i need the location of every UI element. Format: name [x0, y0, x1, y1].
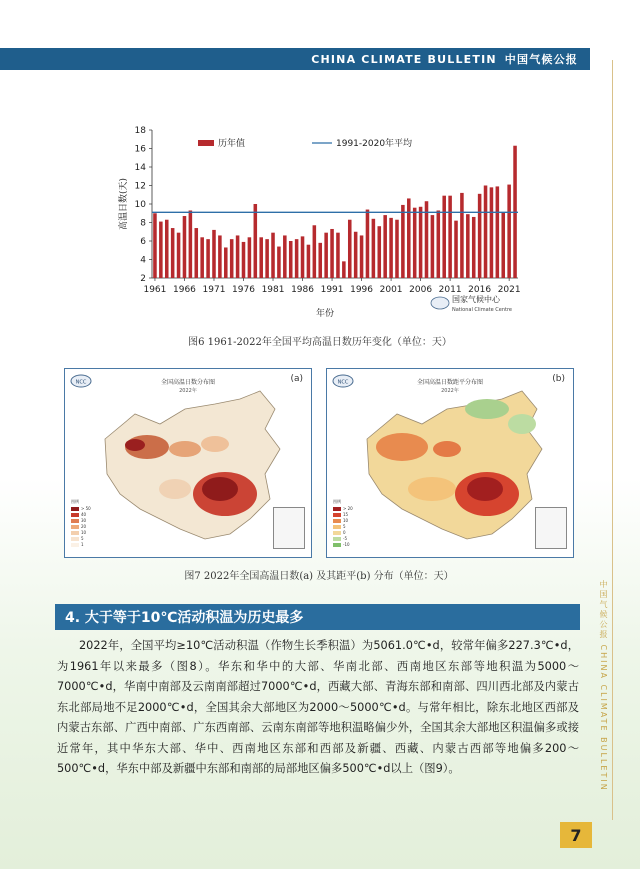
bar [318, 243, 322, 278]
bar [301, 236, 305, 278]
bar [283, 235, 287, 278]
legend-label: > 20 [343, 506, 353, 511]
bar [189, 210, 193, 278]
map-a-year: 2022年 [179, 388, 197, 394]
bar [277, 247, 281, 278]
header-title-en: CHINA CLIMATE BULLETIN [311, 52, 497, 66]
map-a-inset [273, 507, 305, 549]
map-a-legend [71, 499, 105, 549]
bar [218, 235, 222, 278]
legend-row [333, 542, 367, 547]
fig7-caption: 图7 2022年全国高温日数(a) 及其距平(b) 分布（单位：天） [184, 571, 454, 582]
legend-label: 20 [81, 524, 87, 529]
bar [366, 210, 370, 278]
legend-swatch-bars [198, 140, 214, 146]
bar [472, 217, 476, 278]
bar [307, 245, 311, 278]
bar [230, 239, 234, 278]
bar [448, 196, 452, 278]
legend-row [71, 518, 105, 523]
bar [165, 220, 169, 278]
bar [206, 239, 210, 278]
x-tick-label: 2001 [379, 285, 403, 295]
bar [496, 186, 500, 278]
y-tick-label: 14 [134, 163, 146, 173]
bar [507, 185, 511, 278]
x-tick-label: 2006 [409, 285, 433, 295]
side-vertical-title: 中国气候公报 CHINA CLIMATE BULLETIN [599, 580, 608, 792]
bar [407, 198, 411, 278]
bar [383, 215, 387, 278]
bar [200, 237, 204, 278]
legend-row [333, 530, 367, 535]
map-b-title: 全国高温日数距平分布图 [416, 379, 483, 386]
bar [478, 194, 482, 278]
bar [501, 212, 505, 278]
bar [348, 220, 352, 278]
bar [177, 233, 181, 278]
legend-label-bars: 历年值 [218, 139, 246, 149]
bar [442, 196, 446, 278]
bar [454, 221, 458, 278]
legend-row [71, 524, 105, 529]
x-tick-label: 2011 [438, 285, 462, 295]
legend-label: 0 [343, 530, 346, 535]
bar [153, 213, 157, 278]
legend-label-mean: 1991-2020年平均 [336, 139, 413, 149]
y-tick-label: 10 [134, 200, 146, 210]
bar [342, 261, 346, 278]
bar [490, 187, 494, 278]
y-tick-label: 2 [140, 274, 146, 284]
bar [195, 228, 199, 278]
legend-label: 30 [81, 518, 87, 523]
bar [259, 237, 263, 278]
y-tick-label: 16 [134, 144, 146, 155]
legend-label: 40 [81, 512, 87, 517]
ncc-logo-icon [431, 297, 449, 309]
bar [324, 233, 328, 278]
legend-label: -5 [343, 536, 347, 541]
legend-row [333, 512, 367, 517]
legend-row [71, 506, 105, 511]
legend-label: > 50 [81, 506, 91, 511]
bar [401, 205, 405, 278]
bar [295, 239, 299, 278]
bar [431, 215, 435, 278]
legend-label: 1 [81, 542, 84, 547]
bar [354, 232, 358, 278]
bar [466, 214, 470, 278]
y-tick-label: 6 [140, 237, 146, 247]
header-bar [0, 48, 590, 70]
section-paragraph: 2022年，全国平均≥10℃活动积温（作物生长季积温）为5061.0℃•d，较常年偏多227.3℃•d，为1961年以来最多（图8）。华东和华中的大部、华南北部、西南地区东部等地积温为5000～7000℃•d，华南中南部及云南南部超过7000℃•d，西藏大部、青海东部和南部、四川西北部及内蒙古东北部局地不足2000℃•d，全国其余大部地区为2000～5000℃•d。与常年相比，除东北地区西部及内蒙古东部、广西中南部、广东西南部、云南东南部等地积温略偏少外，全国其余大部地区积温偏多或接近常年，其中华东大部、华中、西南地区东部和西部及新疆、西藏、内蒙古西部等地偏多200～500℃•d，华东中部及新疆中东部和南部的局部地区偏多500℃•d以上（图9）。 [57, 639, 579, 775]
bar [378, 226, 382, 278]
x-tick-label: 2016 [468, 285, 492, 295]
legend-label: -10 [343, 542, 350, 547]
bar [248, 237, 252, 278]
bar [313, 225, 317, 278]
bar [183, 216, 187, 278]
x-tick-label: 1971 [202, 285, 226, 295]
bar [271, 233, 275, 278]
map-a [64, 368, 312, 558]
bar [289, 241, 293, 278]
legend-row [333, 518, 367, 523]
y-tick-label: 18 [134, 126, 146, 136]
bar [413, 208, 417, 278]
x-tick-label: 1991 [320, 285, 344, 295]
legend-row [71, 530, 105, 535]
x-tick-label: 1996 [350, 285, 374, 295]
fig6-chart [110, 118, 530, 328]
bar [265, 239, 269, 278]
bar [460, 193, 464, 278]
legend-row [71, 542, 105, 547]
legend-row [71, 512, 105, 517]
bar [224, 247, 228, 278]
legend-row [333, 536, 367, 541]
chart-logo-name-en: National Climate Centre [452, 307, 512, 313]
bar [389, 218, 393, 278]
legend-label: 15 [343, 512, 349, 517]
bar [159, 222, 163, 278]
legend-row [333, 506, 367, 511]
map-b [326, 368, 574, 558]
bar [171, 228, 175, 278]
map-a-tag: (a) [290, 374, 303, 384]
legend-row [333, 524, 367, 529]
y-axis-label: 高温日数(天) [119, 177, 129, 231]
x-tick-label: 1961 [143, 285, 167, 295]
x-tick-label: 1986 [291, 285, 314, 295]
legend-row [71, 536, 105, 541]
x-tick-label: 1981 [261, 285, 285, 295]
svg-text:NCC: NCC [75, 379, 87, 386]
x-tick-label: 2021 [497, 285, 521, 295]
side-divider [612, 60, 613, 820]
bar [437, 210, 441, 278]
map-b-year: 2022年 [441, 388, 459, 394]
map-a-legend-title: 图例 [71, 499, 79, 504]
fig6-caption: 图6 1961-2022年全国平均高温日数历年变化（单位：天） [188, 337, 452, 348]
map-b-legend [333, 499, 367, 549]
y-tick-label: 8 [140, 218, 146, 229]
legend-label: 5 [81, 536, 84, 541]
bar [484, 186, 488, 279]
map-b-tag: (b) [552, 374, 565, 384]
svg-text:NCC: NCC [337, 379, 349, 386]
section-heading: 4. 大于等于10℃活动积温为历史最多 [55, 604, 580, 630]
legend-label: 10 [81, 530, 87, 535]
bar [372, 219, 376, 278]
x-tick-label: 1966 [173, 285, 196, 295]
bar [212, 230, 216, 278]
y-tick-label: 4 [140, 255, 146, 266]
map-a-title: 全国高温日数分布图 [160, 379, 215, 386]
y-tick-label: 12 [134, 181, 146, 192]
legend-label: 10 [343, 518, 349, 523]
bar [395, 220, 399, 278]
page-number: 7 [560, 822, 592, 848]
bar [254, 204, 258, 278]
bar [419, 207, 423, 278]
fig6-chart-svg [110, 118, 530, 328]
bar [330, 229, 334, 278]
bar [242, 242, 246, 278]
x-tick-label: 1976 [232, 285, 255, 295]
x-axis-label: 年份 [315, 309, 335, 319]
bar [236, 235, 240, 278]
header-title-cn: 中国气候公报 [504, 53, 578, 66]
map-b-inset [535, 507, 567, 549]
bar [336, 233, 340, 278]
legend-label: 5 [343, 524, 346, 529]
chart-logo-name-cn: 国家气候中心 [452, 295, 500, 304]
bar [360, 235, 364, 278]
map-b-legend-title: 图例 [333, 499, 341, 504]
